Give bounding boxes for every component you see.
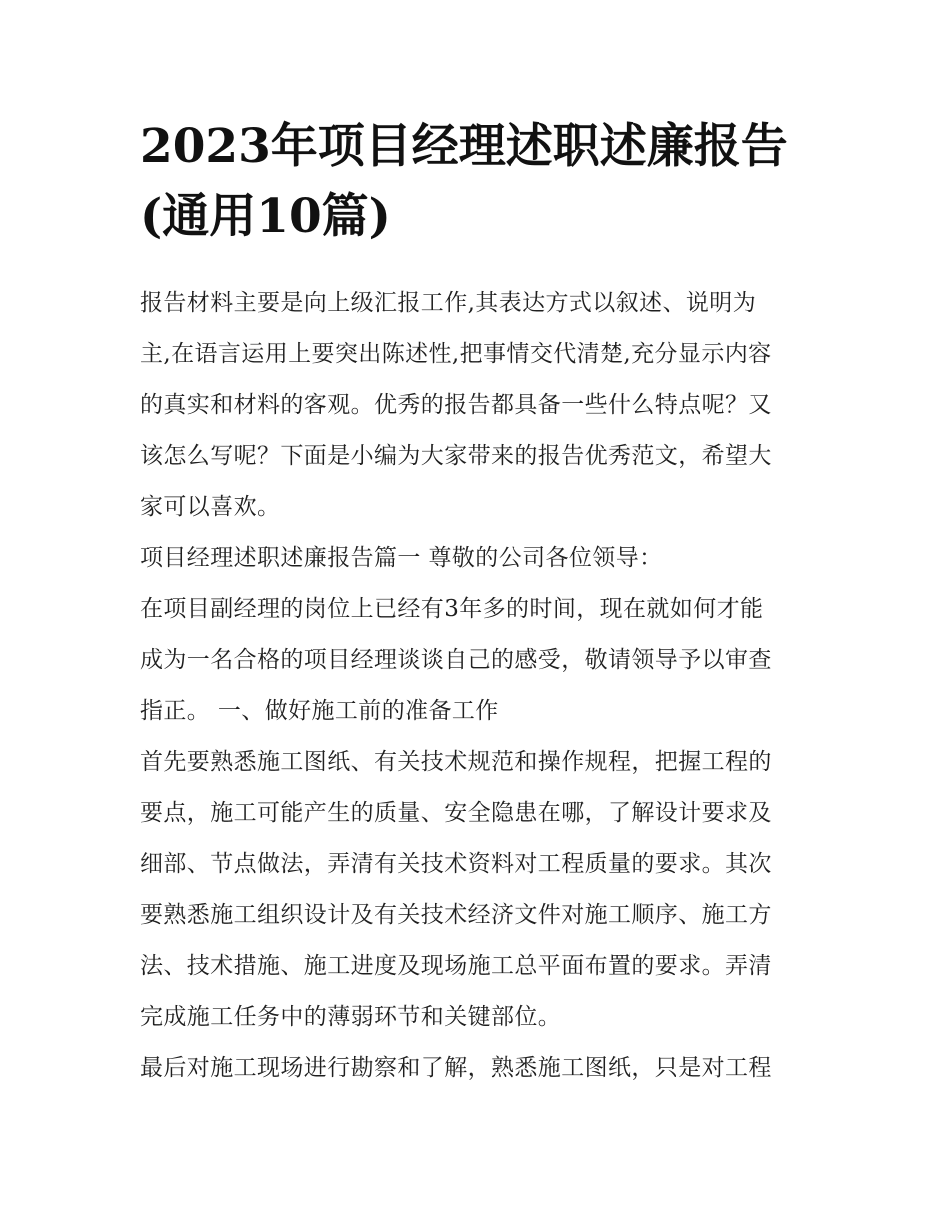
text-line: 完成施工任务中的薄弱环节和关键部位。: [140, 1004, 562, 1030]
paragraph-intro: [140, 278, 820, 533]
document-body: [140, 278, 820, 1094]
title-line-2: (通用10篇): [140, 189, 391, 244]
text-line: 项目经理述职述廉报告篇一 尊敬的公司各位领导：: [140, 545, 663, 571]
text-line: 要熟悉施工组织设计及有关技术经济文件对施工顺序、施工方: [140, 902, 772, 928]
text-line: 在项目副经理的岗位上已经有3年多的时间，现在就如何才能: [140, 596, 764, 622]
text-line: 成为一名合格的项目经理谈谈自己的感受，敬请领导予以审查: [140, 647, 772, 673]
title-line-1: 2023年项目经理述职述廉报告: [140, 119, 788, 174]
text-line: 的真实和材料的客观。优秀的报告都具备一些什么特点呢？又: [140, 392, 772, 418]
document-title: [140, 112, 820, 252]
paragraph-heading-salutation: [140, 533, 820, 584]
paragraph-site-survey: [140, 1043, 820, 1094]
text-line: 首先要熟悉施工图纸、有关技术规范和操作规程，把握工程的: [140, 749, 772, 775]
text-line: 该怎么写呢？下面是小编为大家带来的报告优秀范文，希望大: [140, 443, 772, 469]
text-line: 报告材料主要是向上级汇报工作,其表达方式以叙述、说明为: [140, 290, 757, 316]
paragraph-opening: [140, 584, 820, 737]
text-line: 家可以喜欢。: [140, 494, 281, 520]
text-line: 法、技术措施、施工进度及现场施工总平面布置的要求。弄清: [140, 953, 772, 979]
text-line: 最后对施工现场进行勘察和了解，熟悉施工图纸，只是对工程: [140, 1055, 772, 1081]
text-line: 细部、节点做法，弄清有关技术资料对工程质量的要求。其次: [140, 851, 772, 877]
text-line: 指正。 一、做好施工前的准备工作: [140, 698, 499, 724]
text-line: 要点，施工可能产生的质量、安全隐患在哪，了解设计要求及: [140, 800, 772, 826]
paragraph-preparation: [140, 737, 820, 1043]
text-line: 主,在语言运用上要突出陈述性,把事情交代清楚,充分显示内容: [140, 341, 772, 367]
